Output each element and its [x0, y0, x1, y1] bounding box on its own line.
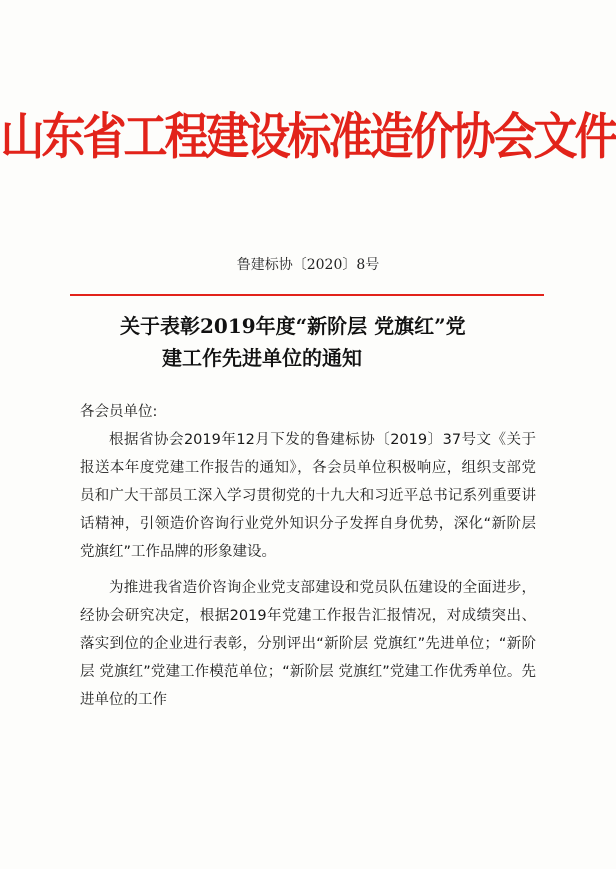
salutation: 各会员单位:: [80, 404, 158, 420]
body-paragraph-2: 为推进我省造价咨询企业党支部建设和党员队伍建设的全面进步，经协会研究决定，根据2019年党建工作报告汇报情况，对成绩突出、落实到位的企业进行表彰，分别评出“新阶层 党旗红”先进单位；“新阶层 党旗红”党建工作模范单位；“新阶层 党旗红”党建工作优秀单位。先进单位的工作: [80, 580, 536, 708]
notice-title: [120, 310, 540, 374]
document-body: [80, 398, 536, 714]
body-paragraph-1: 根据省协会2019年12月下发的鲁建标协〔2019〕37号文《关于报送本年度党建工作报告的通知》，各会员单位积极响应，组织支部党员和广大干部员工深入学习贯彻党的十九大和习近平总书记系列重要讲话精神，引领造价咨询行业党外知识分子发挥自身优势，深化“新阶层 党旗红”工作品牌的形象建设。: [80, 432, 536, 560]
org-header-title: 山东省工程建设标准造价协会文件: [0, 108, 616, 166]
document-number: 鲁建标协〔2020〕8号: [236, 257, 380, 273]
red-divider-line: [70, 294, 544, 296]
notice-title-line1: 关于表彰2019年度“新阶层 党旗红”党: [120, 314, 466, 338]
notice-title-line2: 建工作先进单位的通知: [162, 346, 362, 370]
